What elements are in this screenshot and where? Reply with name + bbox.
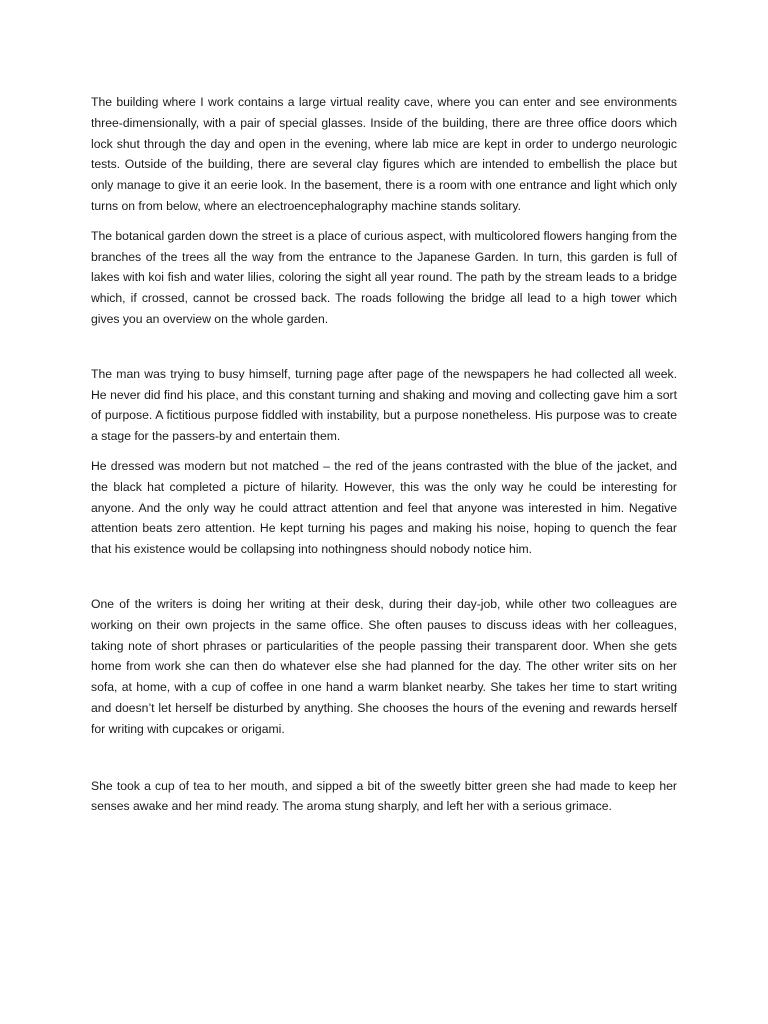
section-spacer bbox=[91, 560, 677, 594]
section-spacer bbox=[91, 330, 677, 364]
paragraph-spacer bbox=[91, 217, 677, 226]
section-spacer bbox=[91, 740, 677, 776]
paragraph-man-newspapers: The man was trying to busy himself, turning page after page of the newspapers he had collected all week. He never did find his place, and this constant turning and shaking and moving and collecting gave him a sort of purpose. A fictitious purpose fiddled with instability, but a purpose nonetheless. His purpose was to create a stage for the passers-by and entertain them. bbox=[91, 366, 677, 444]
paragraph-spacer bbox=[91, 447, 677, 456]
paragraph-building: The building where I work contains a large virtual reality cave, where you can enter and see environments three-dimensionally, with a pair of special glasses. Inside of the building, there are three office doors which lock shut through the day and open in the evening, where lab mice are kept in order to undergo neurologic tests. Outside of the building, there are several clay figures which are intended to embellish the place but only manage to give it an eerie look. In the basement, there is a room with one entrance and light which only turns on from below, where an electroencephalography machine stands solitary. bbox=[91, 95, 677, 213]
paragraph-botanical-garden: The botanical garden down the street is a place of curious aspect, with multicolored flowers hanging from the branches of the trees all the way from the entrance to the Japanese Garden. In turn, this garden is full of lakes with koi fish and water lilies, coloring the sight all year round. The path by the stream leads to a bridge which, if crossed, cannot be crossed back. The roads following the bridge all lead to a high tower which gives you an overview on the whole garden. bbox=[91, 228, 677, 326]
paragraph-tea: She took a cup of tea to her mouth, and sipped a bit of the sweetly bitter green she had made to keep her senses awake and her mind ready. The aroma stung sharply, and left her with a serious grimace. bbox=[91, 778, 677, 814]
paragraph-writers: One of the writers is doing her writing at their desk, during their day-job, while other two colleagues are working on their own projects in the same office. She often pauses to discuss ideas with her colleagues, taking note of short phrases or particularities of the people passing their transparent door. When she gets home from work she can then do whatever else she had planned for the day. The other writer sits on her sofa, at home, with a cup of coffee in one hand a warm blanket nearby. She takes her time to start writing and doesn’t let herself be disturbed by anything. She chooses the hours of the evening and rewards herself for writing with cupcakes or origami. bbox=[91, 596, 677, 736]
document-page bbox=[91, 92, 677, 817]
paragraph-man-dressed: He dressed was modern but not matched – the red of the jeans contrasted with the blue of the jacket, and the black hat completed a picture of hilarity. However, this was the only way he could be interesting for anyone. And the only way he could attract attention and feel that anyone was interested in him. Negative attention beats zero attention. He kept turning his pages and making his noise, hoping to quench the fear that his existence would be collapsing into nothingness should nobody notice him. bbox=[91, 458, 677, 557]
